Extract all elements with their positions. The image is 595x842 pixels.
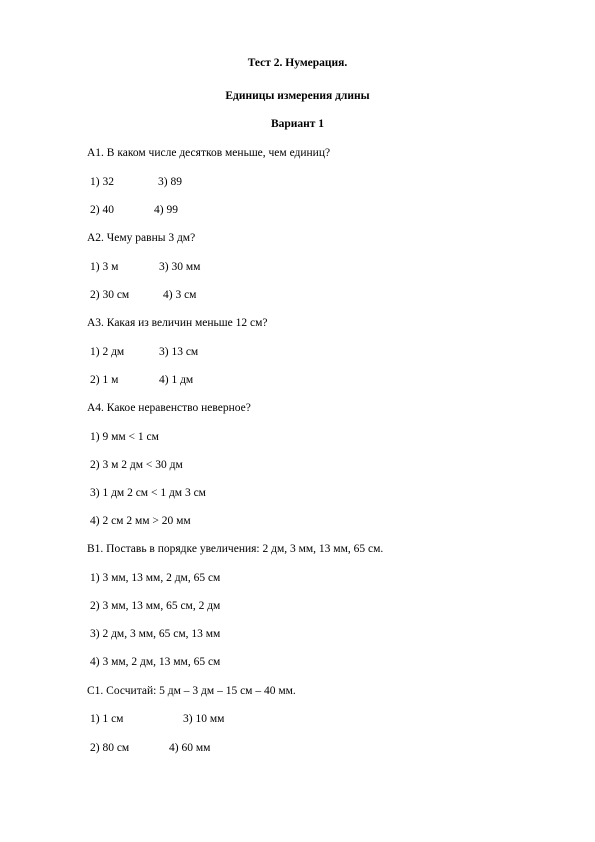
variant-label: Вариант 1	[270, 118, 325, 130]
question-a4-option-3: 3) 1 дм 2 см < 1 дм 3 см	[90, 487, 206, 499]
question-a2-option-4: 4) 3 см	[163, 289, 197, 301]
question-c1-option-2: 2) 80 см	[90, 742, 130, 754]
question-b1-option-3: 3) 2 дм, 3 мм, 65 см, 13 мм	[90, 628, 221, 640]
question-a4-option-2: 2) 3 м 2 дм < 30 дм	[90, 459, 183, 471]
question-a3-option-2: 2) 1 м	[90, 374, 119, 386]
question-a4: А4. Какое неравенство неверное?	[87, 402, 251, 414]
question-b1-option-2: 2) 3 мм, 13 мм, 65 см, 2 дм	[90, 600, 221, 612]
question-a2-option-2: 2) 30 см	[90, 289, 130, 301]
question-c1: С1. Сосчитай: 5 дм – 3 дм – 15 см – 40 мм.	[87, 685, 296, 697]
question-a2-option-1: 1) 3 м	[90, 261, 119, 273]
question-a4-option-1: 1) 9 мм < 1 см	[90, 431, 159, 443]
question-b1-option-1: 1) 3 мм, 13 мм, 2 дм, 65 см	[90, 572, 221, 584]
question-a2-option-3: 3) 30 мм	[159, 261, 201, 273]
question-b1: В1. Поставь в порядке увеличения: 2 дм, 3 мм, 13 мм, 65 см.	[87, 543, 384, 555]
question-c1-option-1: 1) 1 см	[90, 713, 124, 725]
page-subtitle: Единицы измерения длины	[225, 90, 370, 102]
question-a3-option-4: 4) 1 дм	[159, 374, 194, 386]
question-c1-option-4: 4) 60 мм	[169, 742, 211, 754]
question-a2: А2. Чему равны 3 дм?	[87, 232, 196, 244]
question-a1-option-1: 1) 32	[90, 176, 114, 188]
question-b1-option-4: 4) 3 мм, 2 дм, 13 мм, 65 см	[90, 656, 221, 668]
question-a3-option-3: 3) 13 см	[159, 346, 199, 358]
question-a4-option-4: 4) 2 см 2 мм > 20 мм	[90, 515, 191, 527]
question-a1-option-2: 2) 40	[90, 204, 114, 216]
page-title: Тест 2. Нумерация.	[247, 57, 348, 69]
question-c1-option-3: 3) 10 мм	[183, 713, 225, 725]
question-a1-option-3: 3) 89	[158, 176, 182, 188]
question-a3: А3. Какая из величин меньше 12 см?	[87, 317, 268, 329]
question-a1: А1. В каком числе десятков меньше, чем единиц?	[87, 147, 331, 159]
question-a3-option-1: 1) 2 дм	[90, 346, 125, 358]
question-a1-option-4: 4) 99	[154, 204, 178, 216]
